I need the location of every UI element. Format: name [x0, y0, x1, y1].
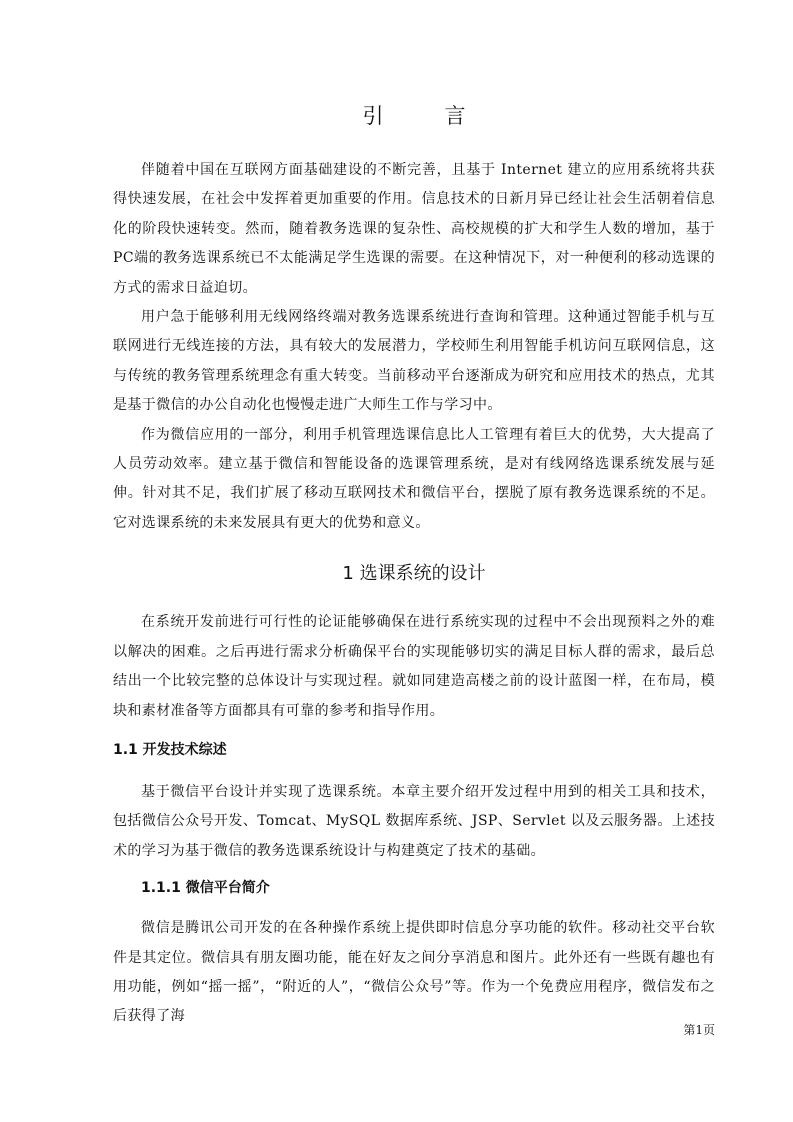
- section-1-paragraph: 在系统开发前进行可行性的论证能够确保在进行系统实现的过程中不会出现预料之外的难以解决的困难。之后再进行需求分析确保平台的实现能够切实的满足目标人群的需求，最后总结出一个比较完整的总体设计与实现过程。就如同建造高楼之前的设计蓝图一样，在布局，模块和素材准备等方面都具有可靠的参考和指导作用。: [113, 614, 715, 719]
- intro-paragraph-2: 用户急于能够利用无线网络终端对教务选课系统进行查询和管理。这种通过智能手机与互联网进行无线连接的方法，具有较大的发展潜力，学校师生利用智能手机访问互联网信息，这与传统的教务管理系统理念有重大转变。当前移动平台逐渐成为研究和应用技术的热点，尤其是基于微信的办公自动化也慢慢走进广大师生工作与学习中。: [113, 309, 715, 414]
- section-1-1-heading: 1.1 开发技术综述: [113, 741, 227, 758]
- section-1-1-1-paragraph: 微信是腾讯公司开发的在各种操作系统上提供即时信息分享功能的软件。移动社交平台软件是其定位。微信具有朋友圈功能，能在好友之间分享消息和图片。此外还有一些既有趣也有用功能，例如“摇一摇”，“附近的人”，“微信公众号”等。作为一个免费应用程序，微信发布之后获得了海: [113, 920, 715, 1025]
- page-number: 第1页: [683, 1023, 715, 1037]
- section-1-1-paragraph: 基于微信平台设计并实现了选课系统。本章主要介绍开发过程中用到的相关工具和技术，包括微信公众号开发、Tomcat、MySQL 数据库系统、JSP、Servlet 以及云服务器。上述技术的学习为基于微信的教务选课系统设计与构建奠定了技术的基础。: [113, 783, 715, 859]
- intro-paragraph-1: 伴随着中国在互联网方面基础建设的不断完善，且基于 Internet 建立的应用系统将共获得快速发展，在社会中发挥着更加重要的作用。信息技术的日新月异已经让社会生活朝着信息化的阶段快速转变。然而，随着教务选课的复杂性、高校规模的扩大和学生人数的增加，基于PC端的教务选课系统已不太能满足学生选课的需要。在这种情况下，对一种便利的移动选课的方式的需求日益迫切。: [113, 162, 715, 296]
- intro-paragraph-3: 作为微信应用的一部分，利用手机管理选课信息比人工管理有着巨大的优势，大大提高了人员劳动效率。建立基于微信和智能设备的选课管理系统，是对有线网络选课系统发展与延伸。针对其不足，我们扩展了移动互联网技术和微信平台，摆脱了原有教务选课系统的不足。它对选课系统的未来发展具有更大的优势和意义。: [113, 426, 715, 531]
- page-content: [113, 98, 715, 1032]
- intro-heading: 引 言: [362, 104, 486, 128]
- section-1-heading: 1 选课系统的设计: [342, 563, 486, 585]
- section-1-1-1-heading: 1.1.1 微信平台简介: [141, 880, 270, 897]
